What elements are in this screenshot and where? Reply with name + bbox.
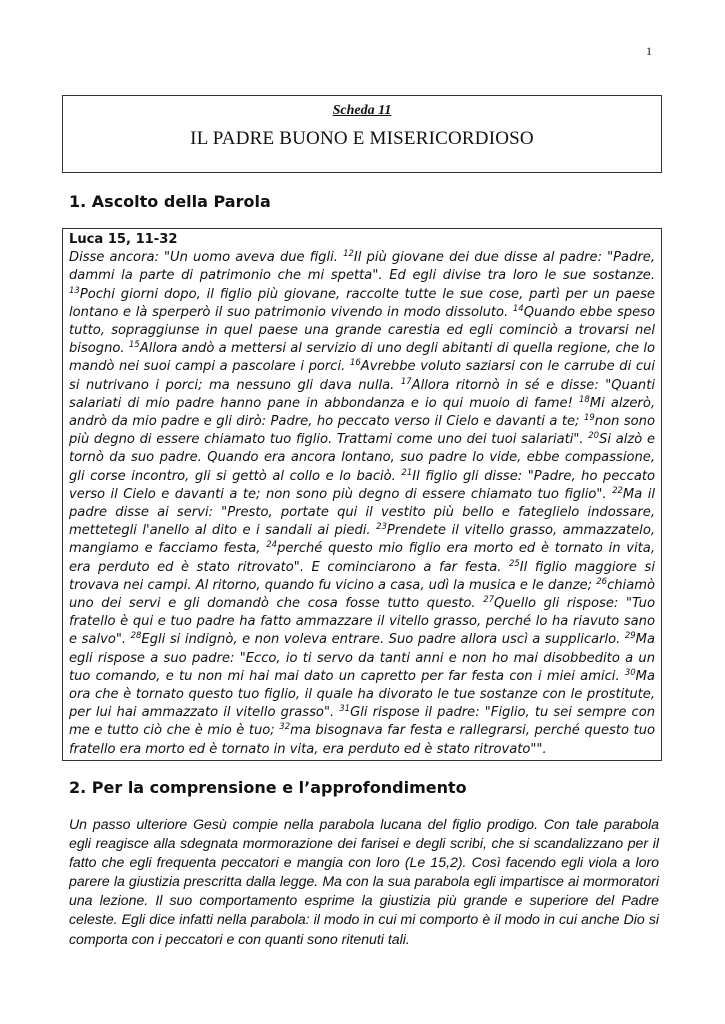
- verse-text: Quando ebbe speso tutto, sopraggiunse in quel paese una grande carestia ed egli cominciò a trovarsi nel bisogno.: [69, 304, 655, 357]
- verse-text: Avrebbe voluto saziarsi con le carrube di cui si nutrivano i porci; ma nessuno gli dava nulla.: [69, 359, 655, 393]
- verse-text: Pochi giorni dopo, il figlio più giovane, raccolte tutte le sue cose, partì per un paese lontano e là sperperò il suo patrimonio vivendo in modo dissoluto.: [69, 286, 655, 320]
- verse-text: Il più giovane dei due disse al padre: "Padre, dammi la parte di patrimonio che mi spetta". Ed egli divise tra loro le sue sostanze.: [69, 250, 655, 284]
- commentary-paragraph: Un passo ulteriore Gesù compie nella parabola lucana del figlio prodigo. Con tale parabola egli reagisce alla sdegnata mormorazione dei farisei e degli scribi, che si scandalizzano per il fatto che egli frequenta peccatori e mangia con loro (Le 15,2). Così facendo egli viola a loro parere la giustizia prescritta dalla legge. Ma con la sua parabola egli impartisce ai mormoratori una lezione. Il suo comportamento esprime la giustizia più grande e superiore del Padre celeste. Egli dice infatti nella parabola: il modo in cui mi comporto è il modo in cui anche Dio si comporta con i peccatori e con quanti sono ritenuti tali.: [69, 816, 659, 947]
- page-number: 1: [646, 44, 652, 58]
- verse-text: chiamò uno dei servi e gli domandò che cosa fosse tutto questo.: [69, 577, 655, 612]
- verse-text: Ma il padre disse ai servi: "Presto, portate qui il vestito più bello e fateglielo indossare, mettetegli l'anello al dito e i sandali ai piedi.: [69, 486, 655, 539]
- verse-number: 24: [266, 540, 278, 551]
- verse-number: 22: [612, 485, 623, 496]
- verse-text: perché questo mio figlio era morto ed è tornato in vita, era perduto ed è stato ritrovato". E cominciarono a far festa.: [69, 541, 655, 575]
- verse-number: 29: [624, 631, 636, 642]
- verse-number: 19: [583, 413, 595, 424]
- verse-number: 13: [69, 285, 80, 296]
- verse-number: 17: [400, 376, 412, 387]
- verse-text: Prendete il vitello grasso, ammazzatelo, mangiamo e facciamo festa,: [69, 523, 655, 557]
- verse-text: Gli rispose il padre: "Figlio, tu sei sempre con me e tutto ciò che è mio è tuo;: [69, 705, 656, 739]
- verse-number: 16: [349, 358, 361, 369]
- verse-number: 14: [512, 303, 524, 314]
- gospel-intro: Disse ancora: "Un uomo aveva due figli.: [69, 250, 344, 266]
- verse-text: Allora ritornò in sé e disse: "Quanti salariati di mio padre hanno pane in abbondanza e io qui muoio di fame!: [69, 377, 655, 411]
- page-title: IL PADRE BUONO E MISERICORDIOSO: [190, 128, 534, 149]
- verse-text: Si alzò e tornò da suo padre. Quando era ancora lontano, suo padre lo vide, ebbe compassione, gli corse incontro, gli si gettò al collo e lo baciò.: [69, 432, 656, 484]
- verse-number: 20: [588, 431, 600, 442]
- verse-text: Il figlio maggiore si trovava nei campi. Al ritorno, quando fu vicino a casa, udì la musica e le danze;: [69, 559, 655, 593]
- scheda-label: Scheda 11: [332, 103, 392, 118]
- verse-text: Quello gli rispose: "Tuo fratello è qui e tuo padre ha fatto ammazzare il vitello grasso, perché lo ha riavuto sano e salvo".: [69, 596, 655, 648]
- title-box: [62, 95, 662, 173]
- verse-number: 32: [279, 722, 291, 733]
- gospel-reading-box: [62, 228, 662, 761]
- verse-text: Ma ora che è tornato questo tuo figlio, il quale ha divorato le tue sostanze con le prostitute, per lui hai ammazzato il vitello grasso".: [69, 668, 655, 721]
- section-heading-comprensione: 2. Per la comprensione e l’approfondimento: [69, 778, 467, 797]
- verse-text: non sono più degno di essere chiamato tuo figlio. Trattami come uno dei tuoi salariati".: [69, 414, 655, 448]
- verse-text: Ma egli rispose a suo padre: "Ecco, io ti servo da tanti anni e non ho mai disobbedito a un tuo comando, e tu non mi hai mai dato un capretto per far festa con i miei amici.: [69, 632, 655, 684]
- verse-number: 23: [376, 522, 387, 533]
- verse-number: 15: [128, 340, 140, 351]
- verse-number: 31: [339, 704, 351, 715]
- verse-number: 27: [483, 595, 495, 606]
- verse-number: 12: [343, 249, 354, 260]
- gospel-text: [69, 249, 655, 759]
- verse-text: Il figlio gli disse: "Padre, ho peccato verso il Cielo e davanti a te; non sono più degno di essere chiamato tuo figlio".: [69, 468, 655, 502]
- verse-number: 21: [401, 467, 413, 478]
- verse-text: Allora andò a mettersi al servizio di uno degli abitanti di quella regione, che lo mandò nei suoi campi a pascolare i porci.: [69, 341, 655, 375]
- verse-number: 18: [578, 394, 590, 405]
- verse-number: 28: [130, 631, 142, 642]
- section-heading-ascolto: 1. Ascolto della Parola: [69, 192, 271, 211]
- verse-number: 25: [508, 558, 520, 569]
- verse-number: 26: [596, 576, 608, 587]
- verse-text: Mi alzerò, andrò da mio padre e gli dirò: Padre, ho peccato verso il Cielo e davanti a te;: [69, 395, 655, 430]
- verse-number: 30: [624, 667, 636, 678]
- gospel-reference: Luca 15, 11-32: [69, 232, 178, 247]
- verse-text: ma bisognava far festa e rallegrarsi, perché questo tuo fratello era morto ed è tornato in vita, era perduto ed è stato ritrovato"".: [69, 723, 656, 757]
- verse-text: Egli si indignò, e non voleva entrare. Suo padre allora uscì a supplicarlo.: [141, 632, 625, 648]
